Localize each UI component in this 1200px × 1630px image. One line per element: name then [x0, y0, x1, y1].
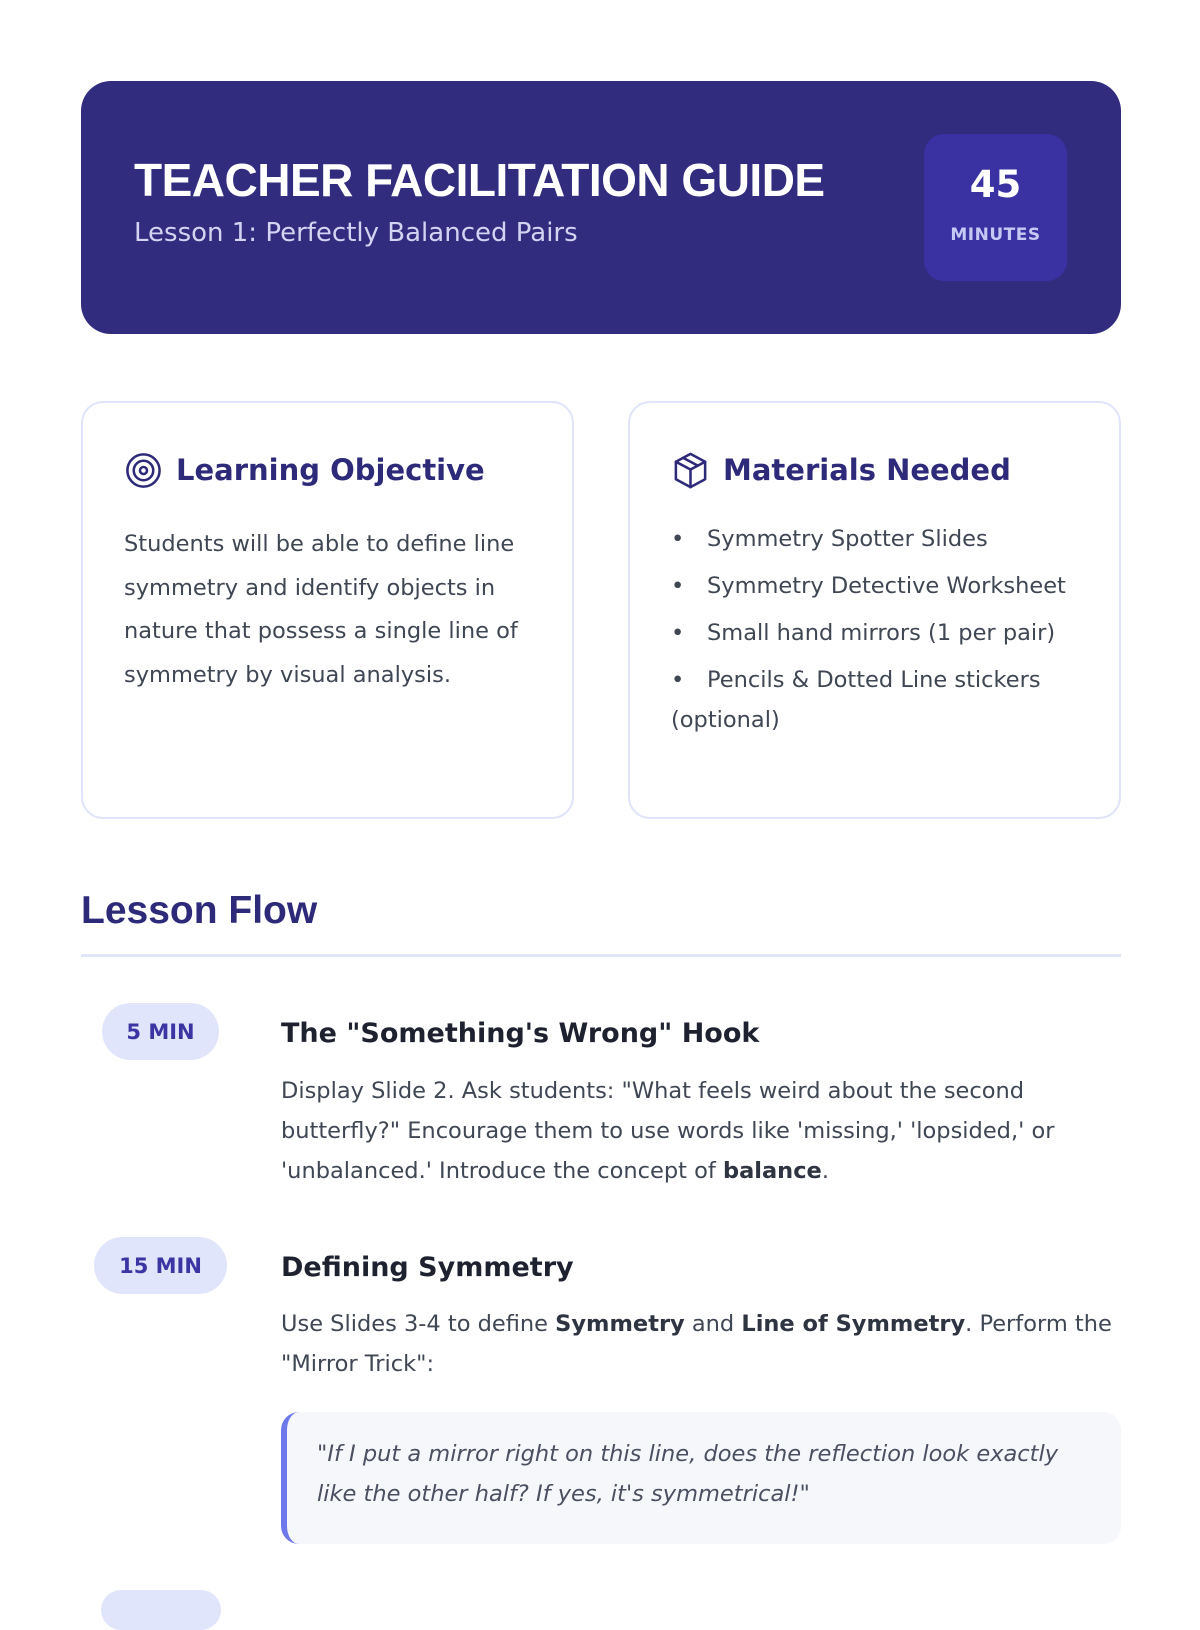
step-description	[281, 1071, 1121, 1191]
guide-header	[81, 81, 1121, 334]
list-item: • Symmetry Detective Worksheet	[671, 566, 1091, 606]
step-time-badge: 15 MIN	[94, 1237, 227, 1294]
materials-card	[628, 401, 1121, 819]
target-icon	[124, 451, 163, 490]
lesson-subtitle: Lesson 1: Perfectly Balanced Pairs	[134, 218, 578, 248]
materials-title: Materials Needed	[723, 453, 1011, 487]
step-text: .	[821, 1158, 829, 1184]
list-item: • Pencils & Dotted Line stickers (optional)	[671, 660, 1091, 740]
guide-title: TEACHER FACILITATION GUIDE	[134, 154, 825, 206]
step-description	[281, 1304, 1121, 1384]
list-item: • Symmetry Spotter Slides	[671, 519, 1091, 559]
duration-badge	[924, 134, 1067, 281]
step-text-bold: Line of Symmetry	[741, 1311, 966, 1337]
learning-objective-text: Students will be able to define line symmetry and identify objects in nature that possess a single line of symmetry by visual analysis.	[124, 531, 518, 688]
package-icon	[671, 451, 710, 490]
step-text: Use Slides 3-4 to define	[281, 1311, 556, 1337]
step-text-bold: balance	[723, 1158, 822, 1184]
materials-header	[671, 451, 1011, 490]
section-divider	[81, 954, 1121, 957]
step-text: and	[684, 1311, 742, 1337]
learning-objective-card	[81, 401, 574, 819]
materials-list	[671, 519, 1091, 747]
step-time-badge: 5 MIN	[102, 1003, 219, 1060]
next-step-badge	[101, 1590, 221, 1630]
step-title: The "Something's Wrong" Hook	[281, 1018, 760, 1049]
learning-objective-title: Learning Objective	[176, 453, 485, 487]
step-text-bold: Symmetry	[555, 1311, 685, 1337]
step-text: . Perform the "Mirror Trick":	[281, 1311, 1112, 1377]
mirror-trick-quote: "If I put a mirror right on this line, does the reflection look exactly like the other half? If yes, it's symmetrical!"	[281, 1412, 1121, 1544]
duration-value: 45	[969, 163, 1022, 206]
list-item: • Small hand mirrors (1 per pair)	[671, 613, 1091, 653]
lesson-flow-title: Lesson Flow	[81, 889, 318, 932]
duration-unit: MINUTES	[950, 225, 1041, 245]
step-text: Display Slide 2. Ask students: "What feels weird about the second butterfly?" Encourage them to use words like 'missing,' 'lopsided,' or 'unbalanced.' Introduce the concept of	[281, 1078, 1055, 1184]
learning-objective-header	[124, 451, 485, 490]
step-title: Defining Symmetry	[281, 1252, 574, 1283]
